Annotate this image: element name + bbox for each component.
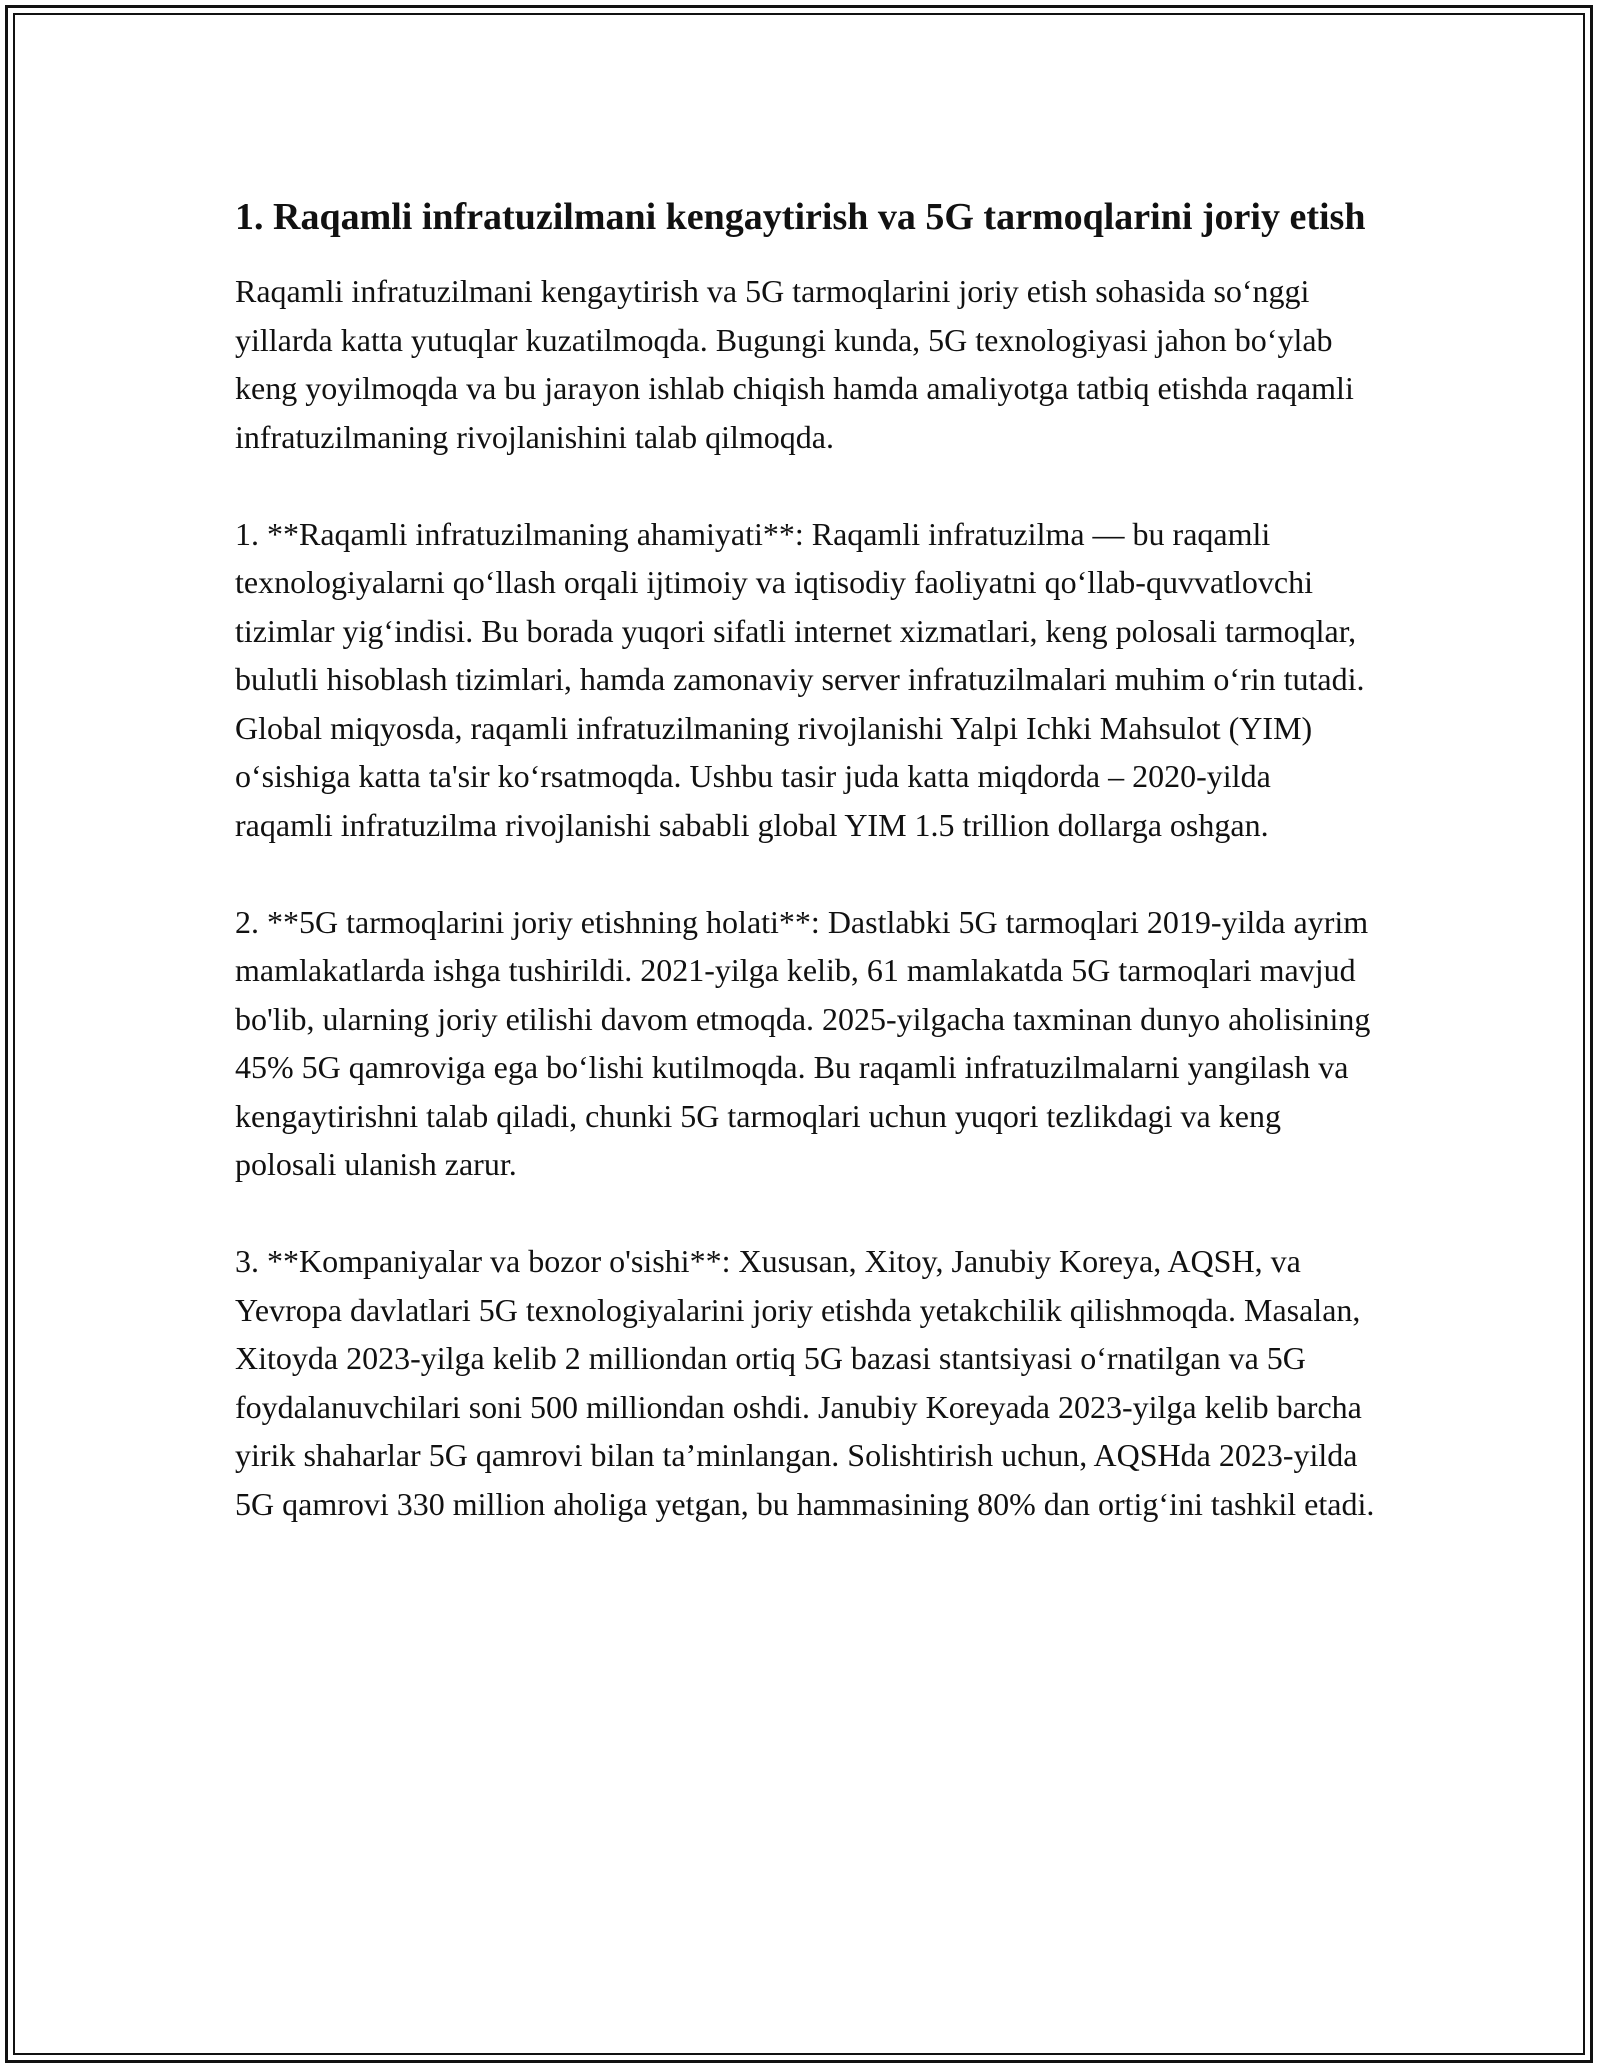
paragraph-infrastructure-importance: 1. **Raqamli infratuzilmaning ahamiyati**: Raqamli infratuzilma — bu raqamli texnologiyalarni qo‘llash orqali ijtimoiy va iqtisodiy faoliyatni qo‘llab-quvvatlovchi tizimlar yig‘indisi. Bu borada yuqori sifatli internet xizmatlari, keng polosali tarmoqlar, bulutli hisoblash tizimlari, hamda zamonaviy server infratuzilmalari muhim o‘rin tutadi. Global miqyosda, raqamli infratuzilmaning rivojlanishi Yalpi Ichki Mahsulot (YIM) o‘sishiga katta ta'sir ko‘rsatmoqda. Ushbu tasir juda katta miqdorda – 2020-yilda raqamli infratuzilma rivojlanishi sababli global YIM 1.5 trillion dollarga oshgan.	[235, 515, 1365, 843]
section-heading: 1. Raqamli infratuzilmani kengaytirish va 5G tarmoqlarini joriy etish	[235, 196, 1366, 238]
paragraph-5g-rollout-status: 2. **5G tarmoqlarini joriy etishning holati**: Dastlabki 5G tarmoqlari 2019-yilda ayrim mamlakatlarda ishga tushirildi. 2021-yilga kelib, 61 mamlakatda 5G tarmoqlari mavjud bo'lib, ularning joriy etilishi davom etmoqda. 2025-yilgacha taxminan dunyo aholisining 45% 5G qamroviga ega bo‘lishi kutilmoqda. Bu raqamli infratuzilmalarni yangilash va kengaytirishni talab qiladi, chunki 5G tarmoqlari uchun yuqori tezlikdagi va keng polosali ulanish zarur.	[235, 903, 1371, 1182]
intro-paragraph: Raqamli infratuzilmani kengaytirish va 5G tarmoqlarini joriy etish sohasida so‘nggi yillarda katta yutuqlar kuzatilmoqda. Bugungi kunda, 5G texnologiyasi jahon bo‘ylab keng yoyilmoqda va bu jarayon ishlab chiqish hamda amaliyotga tatbiq etishda raqamli infratuzilmaning rivojlanishini talab qilmoqda.	[235, 273, 1354, 455]
paragraph-companies-market-growth: 3. **Kompaniyalar va bozor o'sishi**: Xususan, Xitoy, Janubiy Koreya, AQSH, va Yevropa davlatlari 5G texnologiyalarini joriy etishda yetakchilik qilishmoqda. Masalan, Xitoyda 2023-yilga kelib 2 milliondan ortiq 5G bazasi stantsiyasi o‘rnatilgan va 5G foydalanuvchilari soni 500 milliondan oshdi. Janubiy Koreyada 2023-yilga kelib barcha yirik shaharlar 5G qamrovi bilan ta’minlangan. Solishtirish uchun, AQSHda 2023-yilda 5G qamrovi 330 million aholiga yetgan, bu hammasining 80% dan ortig‘ini tashkil etadi.	[235, 1243, 1375, 1522]
document-body	[235, 190, 1375, 1577]
